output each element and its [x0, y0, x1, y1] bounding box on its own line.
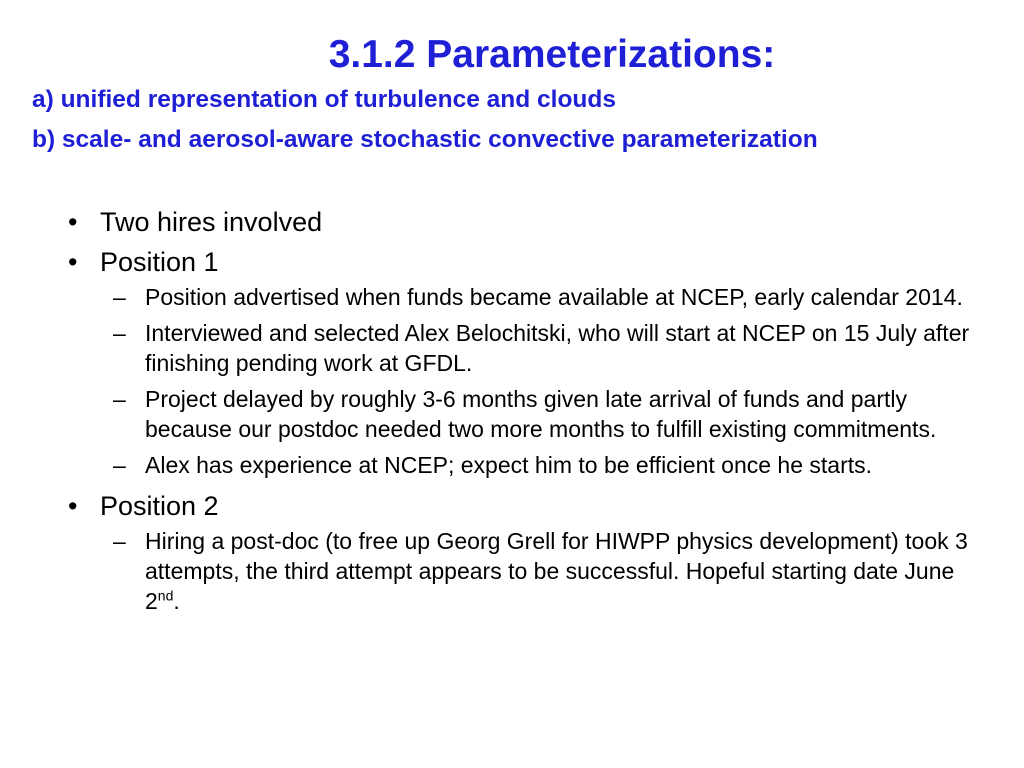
dash-icon: –	[113, 284, 126, 310]
subitem	[0, 384, 1024, 444]
dash-icon: –	[113, 386, 126, 412]
subitem	[0, 282, 1024, 312]
dash-icon: –	[113, 452, 126, 478]
subitem-text: Hiring a post-doc (to free up Georg Grell for HIWPP physics development) took 3 attempts, the third attempt appears to be successful. Hopeful starting date June 2	[145, 528, 968, 614]
position-1-subitems	[0, 282, 1024, 480]
ordinal-suffix: nd	[157, 587, 174, 604]
title-subline-b: b) scale- and aerosol-aware stochastic convective parameterization	[32, 126, 818, 153]
dash-icon: –	[113, 320, 126, 346]
subitem-text: Position advertised when funds became available at NCEP, early calendar 2014.	[145, 284, 963, 310]
position-2-subitems	[0, 526, 1024, 616]
bullet-icon: •	[68, 207, 78, 237]
dash-icon: –	[113, 528, 126, 554]
bullet-text: Position 2	[100, 491, 219, 521]
bullet-icon: •	[68, 491, 78, 521]
subitem-text: Interviewed and selected Alex Belochitski, who will start at NCEP on 15 July after finishing pending work at GFDL.	[145, 320, 970, 376]
slide-title-block	[0, 30, 1024, 160]
slide-title: 3.1.2 Parameterizations:	[328, 33, 776, 76]
bullet-position-2	[0, 486, 1024, 526]
slide-body	[0, 202, 1024, 622]
subitem-text: Project delayed by roughly 3-6 months given late arrival of funds and partly because our postdoc needed two more months to fulfill existing commitments.	[145, 386, 937, 442]
bullet-two-hires	[0, 202, 1024, 242]
subitem-period: .	[173, 588, 180, 614]
bullet-text: Position 1	[100, 247, 219, 277]
subitem	[0, 450, 1024, 480]
bullet-text: Two hires involved	[100, 207, 323, 237]
bullet-icon: •	[68, 247, 78, 277]
title-subline-a: a) unified representation of turbulence and clouds	[32, 86, 616, 113]
subitem	[0, 526, 1024, 616]
subitem-text: Alex has experience at NCEP; expect him to be efficient once he starts.	[145, 452, 873, 478]
subitem	[0, 318, 1024, 378]
bullet-position-1	[0, 242, 1024, 282]
